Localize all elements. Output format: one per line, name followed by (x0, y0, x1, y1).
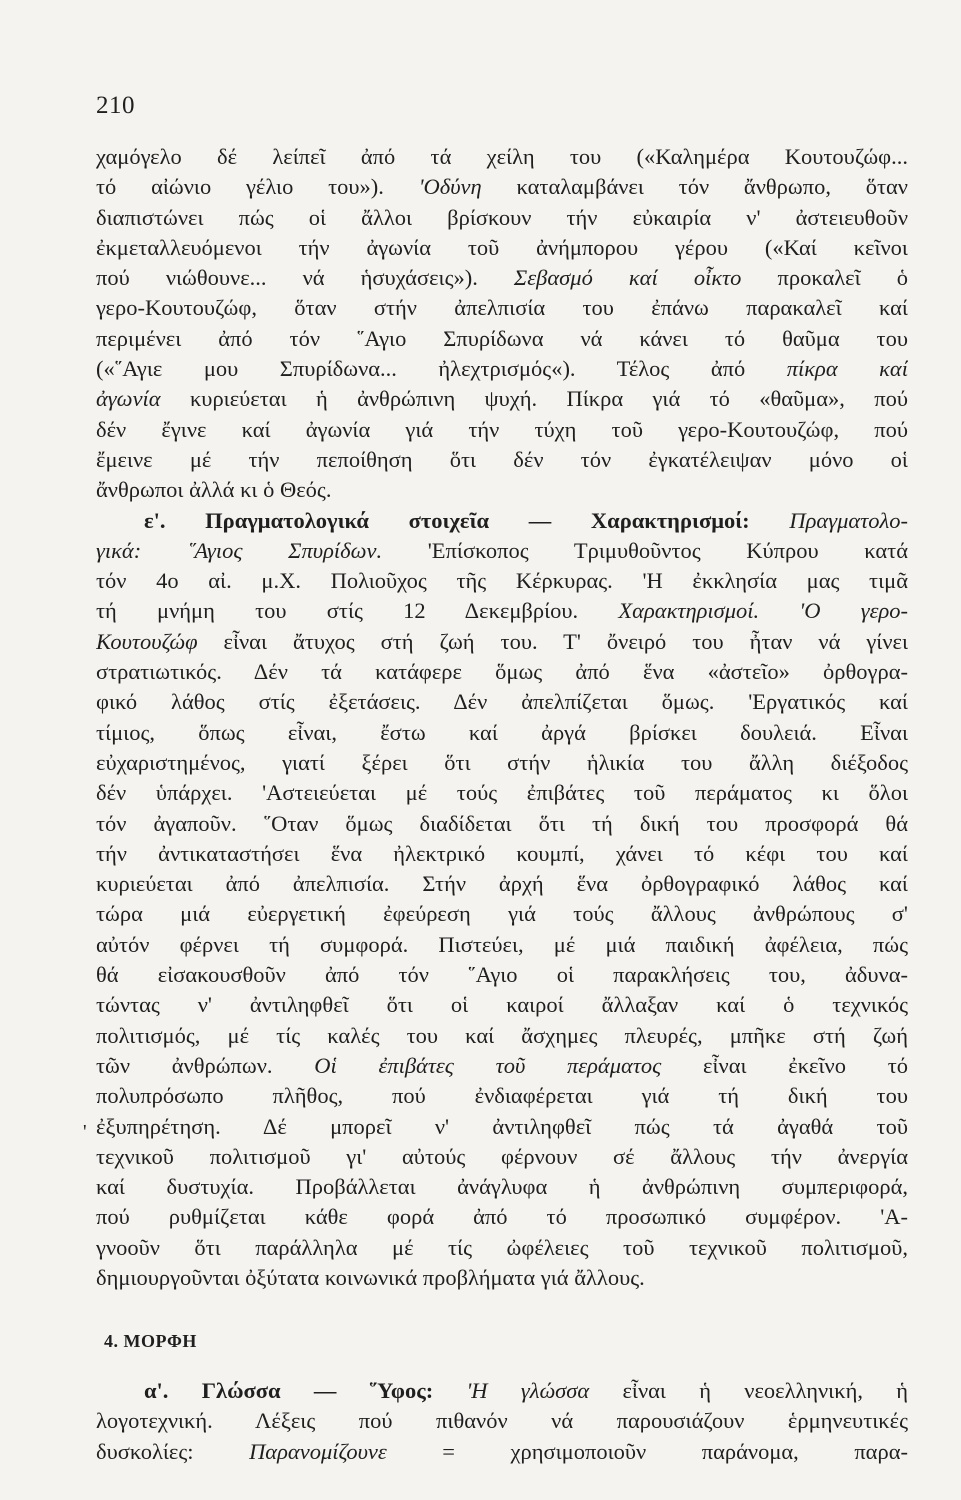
section-heading: 4. ΜΟΡΦΗ (104, 1331, 197, 1351)
text-line-18: στρατιωτικός. Δέν τά κατάφερε ὅμως ἀπό ἕνα «ἀστεῖο» ὀρθογρα- (96, 659, 908, 685)
text-line-9: ἀγωνία κυριεύεται ἡ ἀνθρώπινη ψυχή. Πίκρα γιά τό «θαῦμα», πού (96, 386, 908, 412)
text-line-8: («῞Αγιε μου Σπυρίδωνα... ἠλεχτρισμός«). Τέλος ἀπό πίκρα καί (96, 356, 908, 382)
subsection-heading-line: ε'. Πραγματολογικά στοιχεῖα — Χαρακτηρισμοί: Πραγματολο- (144, 507, 908, 533)
text-line-21: εὐχαριστημένος, γιατί ξέρει ὅτι στήν ἡλικία του ἄλλη διέξοδος (96, 749, 908, 775)
section-text-block (96, 1376, 908, 1467)
text-line-6: γερο-Κουτουζώφ, ὅταν στήν ἀπελπισία του ἐπάνω παρακαλεῖ καί (96, 295, 908, 321)
text-line-24: τήν ἀντικαταστήσει ἕνα ἠλεκτρικό κουμπί, χάνει τό κέφι του καί (96, 840, 908, 866)
text-line-11: ἔμεινε μέ τήν πεποίθηση ὅτι δέν τόν ἐγκατέλειψαν μόνο οἱ (96, 446, 908, 472)
text-line-22: δέν ὑπάρχει. 'Αστειεύεται μέ τούς ἐπιβάτες τοῦ περάματος κι ὅλοι (96, 780, 908, 806)
text-line-10: δέν ἔγινε καί ἀγωνία γιά τήν τύχη τοῦ γερο-Κουτουζώφ, πού (96, 416, 908, 442)
text-line-5: πού νιώθουνε... νά ἡσυχάσεις»). Σεβασμό καί οἶκτο προκαλεῖ ὁ (96, 265, 908, 291)
text-line-7: περιμένει ἀπό τόν ῞Αγιο Σπυρίδωνα νά κάνει τό θαῦμα του (96, 325, 908, 351)
text-line-38: δημιουργοῦνται ὀξύτατα κοινωνικά προβλήματα γιά ἄλλους. (96, 1264, 645, 1290)
text-line-32: πολυπρόσωπο πλῆθος, πού ἐνδιαφέρεται γιά τή δική του (96, 1083, 908, 1109)
text-line-2: τό αἰώνιο γέλιο του»). 'Οδύνη καταλαμβάνει τόν ἄνθρωπο, ὅταν (96, 174, 908, 200)
main-text-block (96, 142, 908, 1293)
section-text-line-1: α'. Γλώσσα — ῞Υφος: 'Η γλώσσα εἶναι ἡ νεοελληνική, ἡ (144, 1378, 908, 1403)
text-line-37: γνοοῦν ὅτι παράλληλα μέ τίς ὠφέλειες τοῦ τεχνικοῦ πολιτισμοῦ, (96, 1234, 908, 1260)
text-line-34: τεχνικοῦ πολιτισμοῦ γι' αὐτούς φέρνουν σέ ἄλλους τήν ἀνεργία (96, 1143, 908, 1169)
text-line-3: διαπιστώνει πώς οἱ ἄλλοι βρίσκουν τήν εὐκαιρία ν' ἀστειευθοῦν (96, 204, 908, 230)
text-line-15: τόν 4ο αἰ. μ.Χ. Πολιοῦχος τῆς Κέρκυρας. 'Η ἐκκλησία μας τιμᾶ (96, 568, 908, 594)
text-line-23: τόν ἀγαποῦν. ῞Οταν ὅμως διαδίδεται ὅτι τή δική του προσφορά θά (96, 810, 908, 836)
text-line-4: ἐκμεταλλευόμενοι τήν ἀγωνία τοῦ ἀνήμπορου γέρου («Καί κεῖνοι (96, 234, 908, 260)
section-text-line-2: λογοτεχνική. Λέξεις πού πιθανόν νά παρουσιάζουν ἑρμηνευτικές (96, 1408, 908, 1434)
text-line-28: θά εἰσακουσθοῦν ἀπό τόν ῞Αγιο οἱ παρακλήσεις του, ἀδυνα- (96, 962, 908, 988)
text-line-14: γικά: ῞Αγιος Σπυρίδων. 'Επίσκοπος Τριμυθοῦντος Κύπρου κατά (96, 537, 908, 563)
text-line-26: τώρα μιά εὐεργετική ἐφεύρεση γιά τούς ἄλλους ἀνθρώπους σ' (96, 901, 908, 927)
text-line-27: αὐτόν φέρνει τή συμφορά. Πιστεύει, μέ μιά παιδική ἀφέλεια, πώς (96, 931, 908, 957)
page-number: 210 (96, 92, 135, 119)
text-line-30: πολιτισμός, μέ τίς καλές του καί ἄσχημες πλευρές, μπῆκε στή ζωή (96, 1022, 908, 1048)
text-line-20: τίμιος, ὅπως εἶναι, ἔστω καί ἀργά βρίσκει δουλειά. Εἶναι (96, 719, 908, 745)
text-line-33: ἐξυπηρέτηση. Δέ μπορεῖ ν' ἀντιληφθεῖ πώς τά ἀγαθά τοῦ (96, 1113, 908, 1139)
text-line-12: ἄνθρωποι ἀλλά κι ὁ Θεός. (96, 477, 332, 503)
text-line-19: φικό λάθος στίς ἐξετάσεις. Δέν ἀπελπίζεται ὅμως. 'Εργατικός καί (96, 689, 908, 715)
margin-mark: ' (83, 1121, 87, 1143)
text-line-17: Κουτουζώφ εἶναι ἄτυχος στή ζωή του. Τ' ὄνειρό του ἦταν νά γίνει (96, 628, 908, 654)
text-line-35: καί δυστυχία. Προβάλλεται ἀνάγλυφα ἡ ἀνθρώπινη συμπεριφορά, (96, 1174, 908, 1200)
text-line-31: τῶν ἀνθρώπων. Οἱ ἐπιβάτες τοῦ περάματος εἶναι ἐκεῖνο τό (96, 1052, 908, 1078)
text-line-16: τή μνήμη του στίς 12 Δεκεμβρίου. Χαρακτηρισμοί. 'Ο γερο- (96, 598, 908, 624)
text-line-36: πού ρυθμίζεται κάθε φορά ἀπό τό προσωπικό συμφέρον. 'Α- (96, 1204, 908, 1230)
section-text-line-3: δυσκολίες: Παρανομίζουνε = χρησιμοποιοῦν παράνομα, παρα- (96, 1438, 908, 1464)
text-line-25: κυριεύεται ἀπό ἀπελπισία. Στήν ἀρχή ἕνα ὀρθογραφικό λάθος καί (96, 871, 908, 897)
text-line-29: τώντας ν' ἀντιληφθεῖ ὅτι οἱ καιροί ἄλλαξαν καί ὁ τεχνικός (96, 992, 908, 1018)
text-line-1: χαμόγελο δέ λείπεῖ ἀπό τά χείλη του («Καλημέρα Κουτουζώφ... (96, 144, 908, 169)
